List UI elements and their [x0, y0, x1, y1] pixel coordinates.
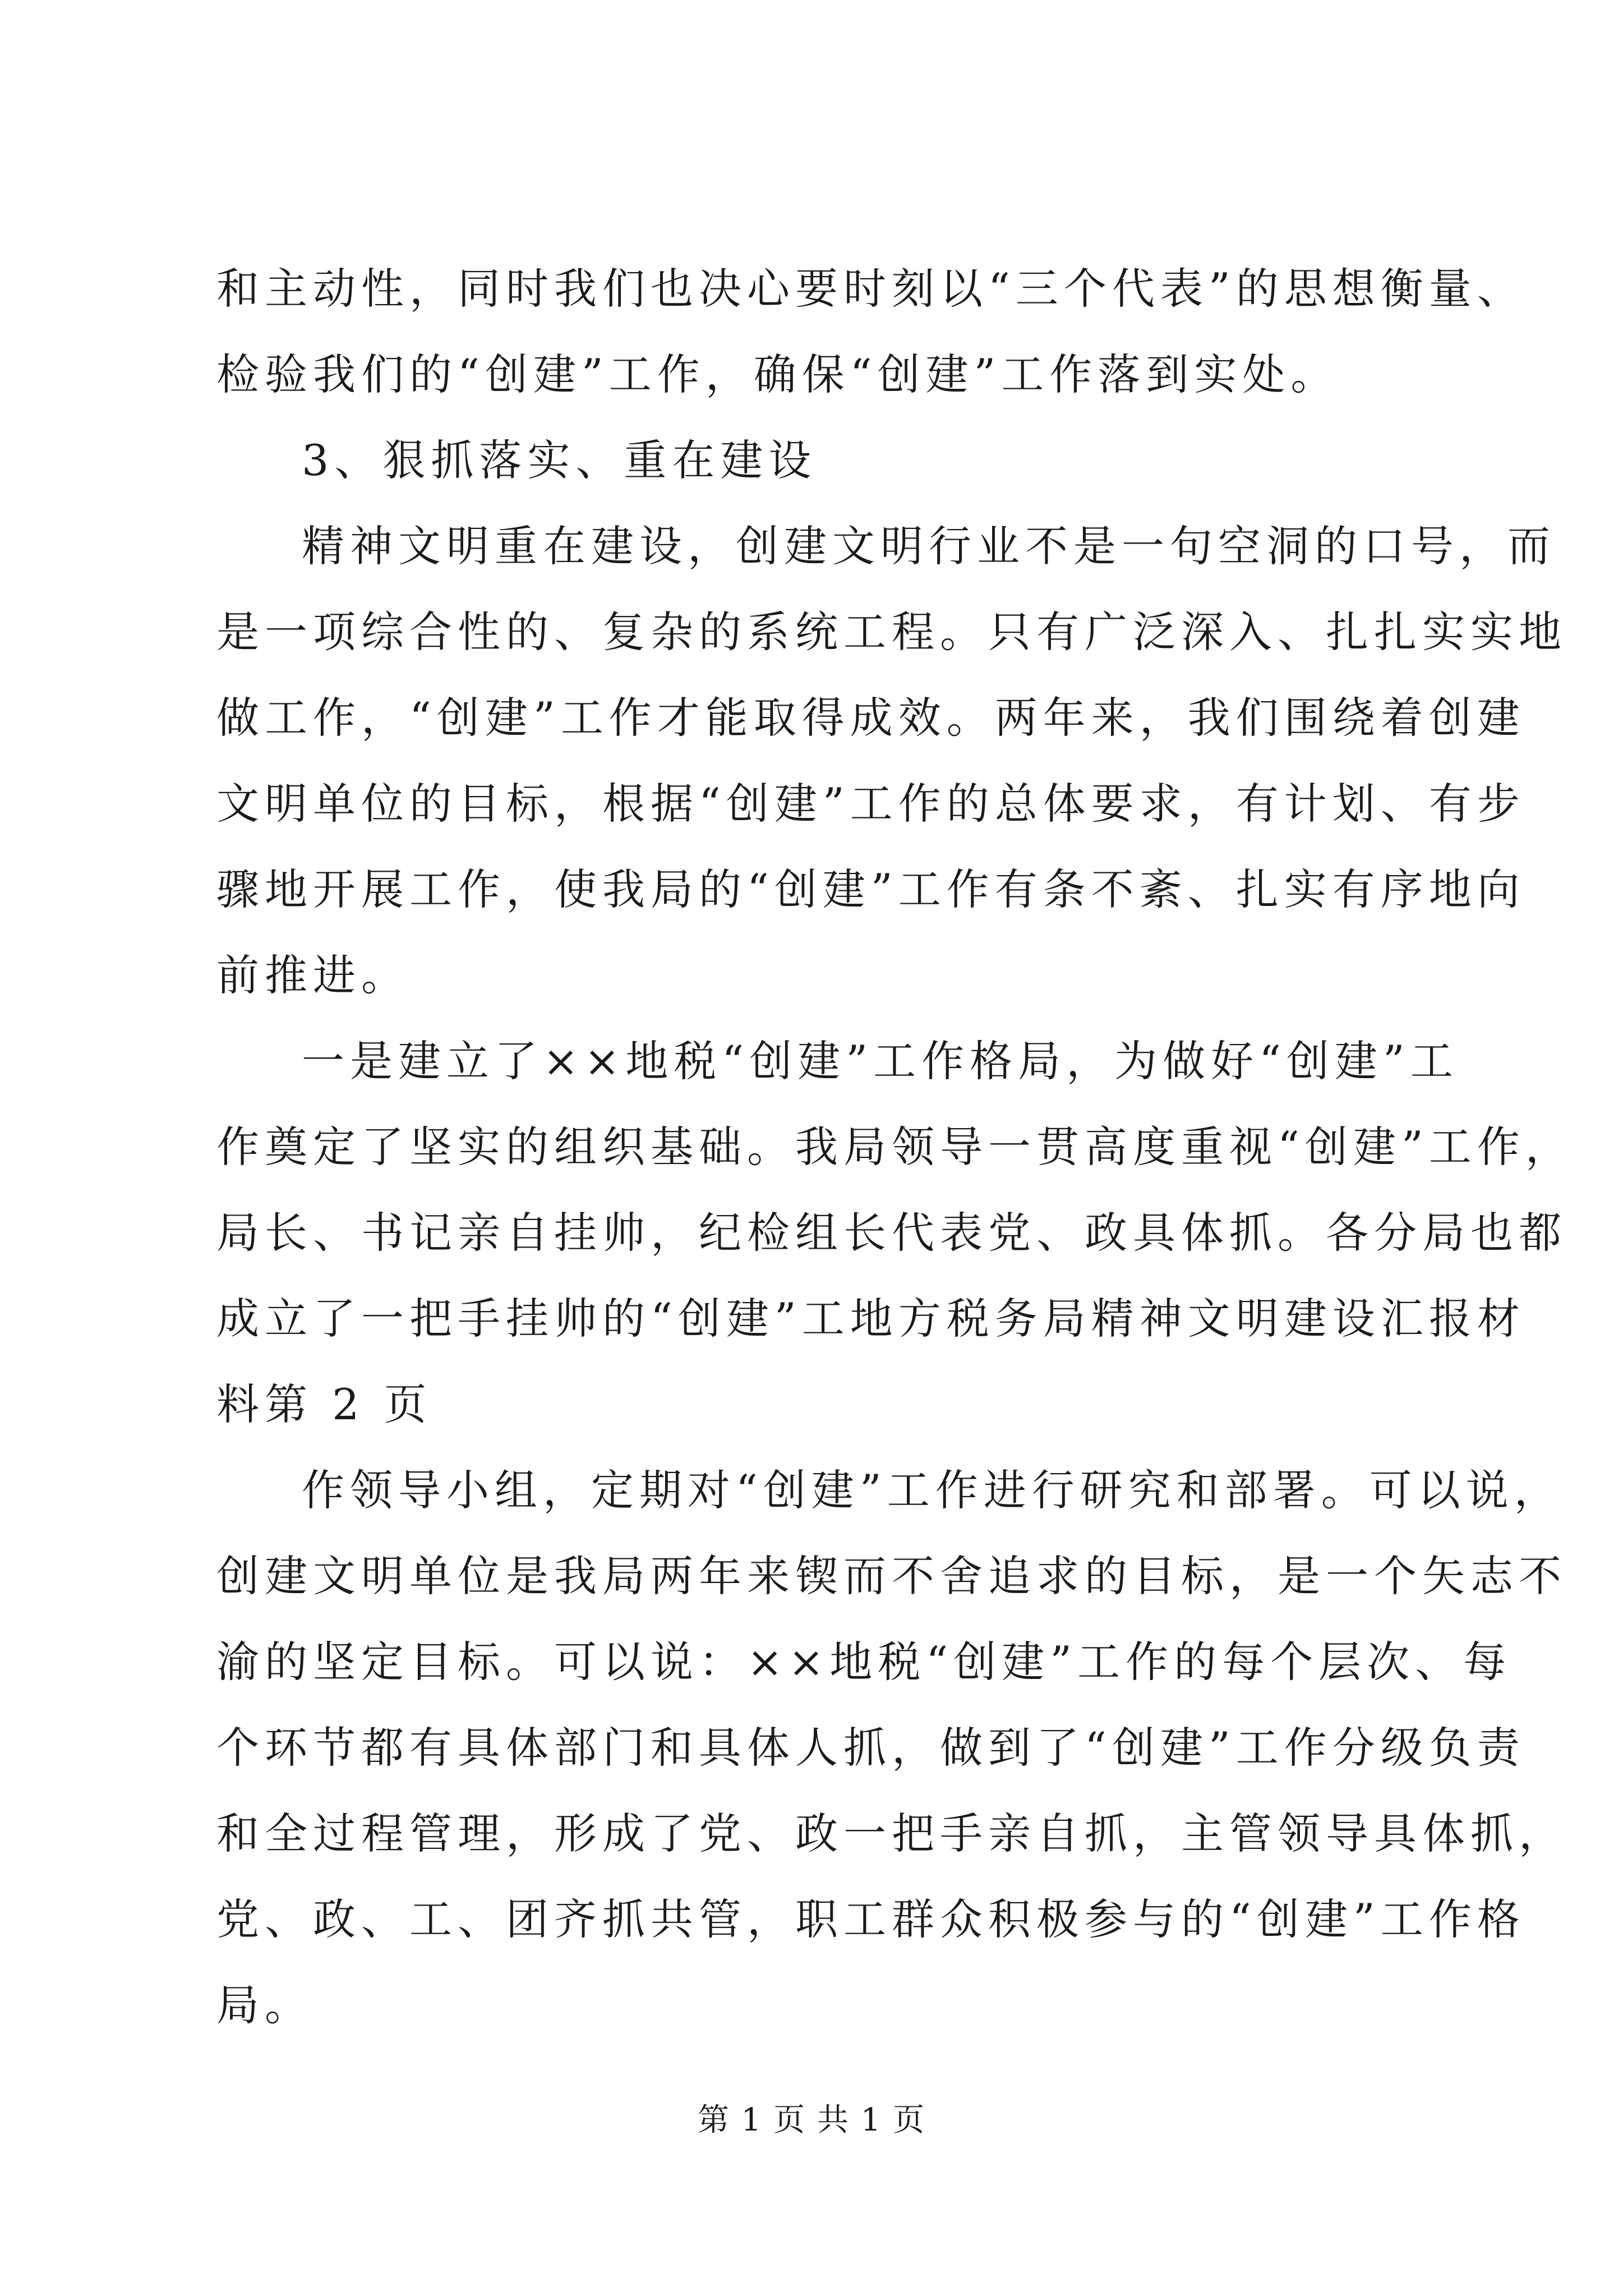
text-line: 局长、书记亲自挂帅，纪检组长代表党、政具体抓。各分局也都: [216, 1208, 1567, 1258]
page-footer: 第 1 页 共 1 页: [697, 2102, 926, 2138]
text-line: 和主动性，同时我们也决心要时刻以“三个代表”的思想衡量、: [216, 264, 1525, 314]
text-line: 局。: [216, 1980, 313, 2030]
section-heading: 3、狠抓落实、重在建设: [302, 435, 817, 485]
text-line: 文明单位的目标，根据“创建”工作的总体要求，有计划、有步: [216, 779, 1525, 829]
text-line: 党、政、工、团齐抓共管，职工群众积极参与的“创建”工作格: [216, 1894, 1525, 1944]
text-line: 是一项综合性的、复杂的系统工程。只有广泛深入、扎扎实实地: [216, 607, 1567, 657]
text-line: 创建文明单位是我局两年来锲而不舍追求的目标，是一个矢志不: [216, 1551, 1567, 1601]
text-line: 精神文明重在建设，创建文明行业不是一句空洞的口号，而: [302, 521, 1556, 571]
text-line: 检验我们的“创建”工作，确保“创建”工作落到实处。: [216, 349, 1339, 399]
text-line: 作奠定了坚实的组织基础。我局领导一贯高度重视“创建”工作，: [216, 1122, 1574, 1172]
text-line: 一是建立了××地税“创建”工作格局，为做好“创建”工: [302, 1036, 1459, 1086]
text-line: 作领导小组，定期对“创建”工作进行研究和部署。可以说，: [302, 1465, 1562, 1515]
text-line: 骤地开展工作，使我局的“创建”工作有条不紊、扎实有序地向: [216, 864, 1525, 914]
text-line: 个环节都有具体部门和具体人抓，做到了“创建”工作分级负责: [216, 1723, 1525, 1773]
text-line: 成立了一把手挂帅的“创建”工地方税务局精神文明建设汇报材: [216, 1294, 1525, 1343]
text-line: 前推进。: [216, 950, 409, 1000]
text-line: 和全过程管理，形成了党、政一把手亲自抓，主管领导具体抓，: [216, 1809, 1567, 1858]
text-line: 做工作，“创建”工作才能取得成效。两年来，我们围绕着创建: [216, 693, 1525, 743]
text-line: 料第 2 页: [216, 1379, 432, 1429]
text-line: 渝的坚定目标。可以说：××地税“创建”工作的每个层次、每: [216, 1637, 1512, 1687]
